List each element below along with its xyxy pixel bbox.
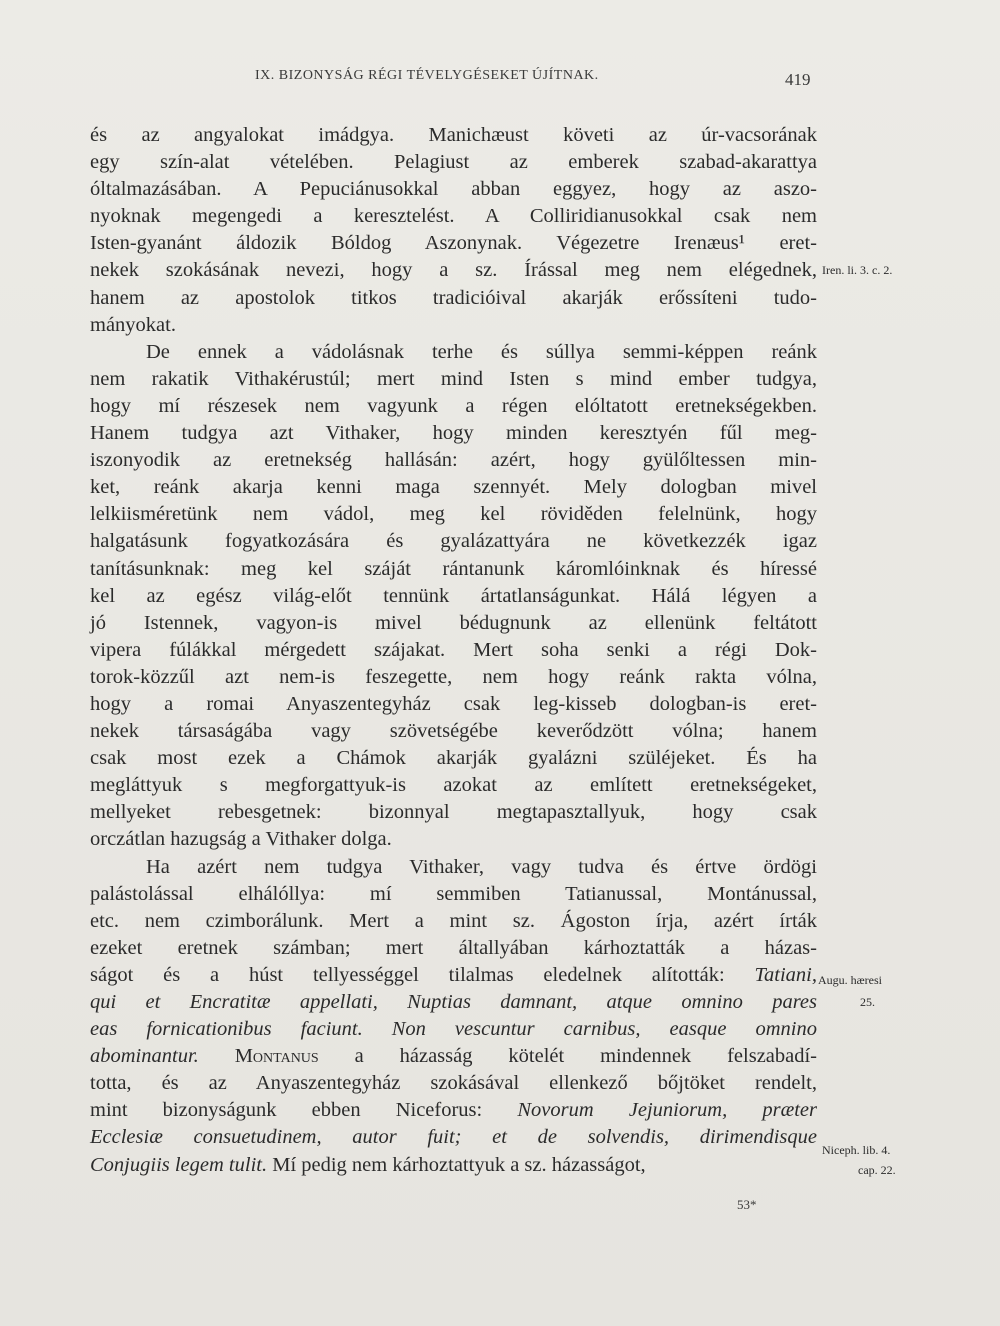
text-line: De ennek a vádolásnak terhe és súllya semmi-képpen reánk — [146, 340, 817, 363]
text-line: kel az egész világ-előt tennünk ártatlanságunkat. Hálá légyen a — [90, 584, 817, 607]
text-line: Ha azért nem tudgya Vithaker, vagy tudva és értve ördögi — [146, 855, 817, 878]
margin-note-niceph-cap: cap. 22. — [858, 1163, 896, 1177]
body-text — [90, 122, 817, 1179]
text-line: megláttyuk s megforgattyuk-is azokat az említett eretnekségeket, — [90, 774, 817, 797]
text-line: csak most ezek a Chámok akarják gyalázni szüléjeket. És ha — [90, 747, 817, 770]
latin-quote: abominantur. — [90, 1045, 199, 1068]
text-line: ket, reánk akarja kenni maga szennyét. Mely dologban mivel — [90, 476, 817, 499]
text-line: totta, és az Anyaszentegyház szokásával ellenkező bőjtöket rendelt, — [90, 1072, 817, 1095]
text-line: etc. nem czimborálunk. Mert a mint sz. Ágoston írja, azért írták — [90, 909, 817, 932]
text-segment: Mí pedig nem kárhoztattyuk a sz. házasságot, — [272, 1153, 646, 1176]
latin-quote: Conjugiis legem tulit. — [90, 1153, 268, 1176]
text-line: jó Istennek, vagyon-is mivel bédugnunk az ellenünk feltátott — [90, 611, 817, 634]
text-line: nekek társaságába vagy szövetségébe keverődzött vólna; hanem — [90, 720, 817, 743]
text-line: palástolással elhálóllya: mí semmiben Tatianussal, Montánussal, — [90, 882, 817, 905]
name-small-caps: Montanus — [234, 1045, 319, 1068]
text-line: óltalmazásában. A Pepuciánusokkal abban eggyez, hogy az aszo- — [90, 178, 817, 201]
text-line: hanem az apostolok titkos tradicióival akarják erőssíteni tudo- — [90, 286, 817, 309]
text-line: egy szín-alat vételében. Pelagiust az emberek szabad-akarattya — [90, 151, 817, 174]
text-line — [90, 1152, 817, 1179]
text-line: lelkiisméretünk nem vádol, meg kel röviděden felelnünk, hogy — [90, 503, 817, 526]
latin-quote-line: Ecclesiæ consuetudinem, autor fuit; et de solvendis, dirimendisque — [90, 1126, 817, 1149]
margin-note-niceph: Niceph. lib. 4. — [822, 1143, 891, 1157]
text-line: mellyeket rebesgetnek: bizonnyal megtapasztallyuk, hogy csak — [90, 801, 817, 824]
text-line — [90, 962, 817, 989]
text-segment: ságot és a húst tellyességgel tilalmas eledelnek alították: — [90, 963, 725, 986]
text-segment: mint bizonyságunk ebben Niceforus: — [90, 1099, 483, 1122]
text-line: Isten-gyanánt áldozik Bóldog Aszonynak. Végezetre Irenæus¹ eret- — [90, 232, 817, 255]
text-line: nyoknak megengedi a keresztelést. A Colliridianusokkal csak nem — [90, 205, 817, 228]
text-line: torok-közzűl azt nem-is feszegette, nem hogy reánk rakta vólna, — [90, 665, 817, 688]
page-number: 419 — [785, 70, 811, 89]
latin-quote-line: eas fornicationibus faciunt. Non vescuntur carnibus, easque omnino — [90, 1018, 817, 1041]
margin-note-augu: Augu. hæresi — [818, 973, 882, 987]
text-segment: a házasság kötelét mindennek felszabadí- — [354, 1045, 818, 1068]
text-line — [90, 1097, 817, 1124]
latin-quote: Novorum Jejuniorum, præter — [517, 1099, 818, 1122]
text-line: és az angyalokat imádgya. Manichæust követi az úr-vacsorának — [90, 124, 817, 146]
text-line: nem rakatik Vithakérustúl; mert mind Isten s mind ember tudgya, — [90, 367, 817, 390]
text-line — [90, 1043, 817, 1070]
text-line: mányokat. — [90, 313, 176, 336]
margin-note-iren: Iren. li. 3. c. 2. — [822, 263, 893, 277]
text-line: tanításunknak: meg kel száját rántanunk káromlóinknak és híressé — [90, 557, 817, 580]
text-line: halgatásunk fogyatkozására és gyalázattyára ne következzék igaz — [90, 530, 817, 553]
text-line: hogy a romai Anyaszentegyház csak leg-kisseb dologban-is eret- — [90, 692, 817, 715]
text-line: Hanem tudgya azt Vithaker, hogy minden keresztyén fűl meg- — [90, 422, 817, 445]
latin-quote: Tatiani, — [754, 963, 817, 986]
running-header: IX. BIZONYSÁG RÉGI TÉVELYGÉSEKET ÚJÍTNAK. — [255, 68, 599, 83]
latin-quote-line: qui et Encratitæ appellati, Nuptias damnant, atque omnino pares — [90, 991, 817, 1013]
text-line: iszonyodik az eretnekség hallásán: azért, hogy gyülőltessen min- — [90, 449, 817, 472]
text-line: nekek szokásának nevezi, hogy a sz. Írással meg nem elégednek, — [90, 259, 817, 282]
margin-note-augu-number: 25. — [860, 995, 875, 1009]
printer-signature: 53* — [737, 1197, 757, 1212]
text-line: ezeket eretnek számban; mert általlyában kárhoztatták a házas- — [90, 936, 817, 959]
text-line: vipera fúlákkal mérgedett szájakat. Mert soha senki a régi Dok- — [90, 638, 817, 661]
text-line: orczátlan hazugság a Vithaker dolga. — [90, 828, 392, 851]
text-line: hogy mí részesek nem vagyunk a régen elóltatott eretnekségekben. — [90, 394, 817, 417]
